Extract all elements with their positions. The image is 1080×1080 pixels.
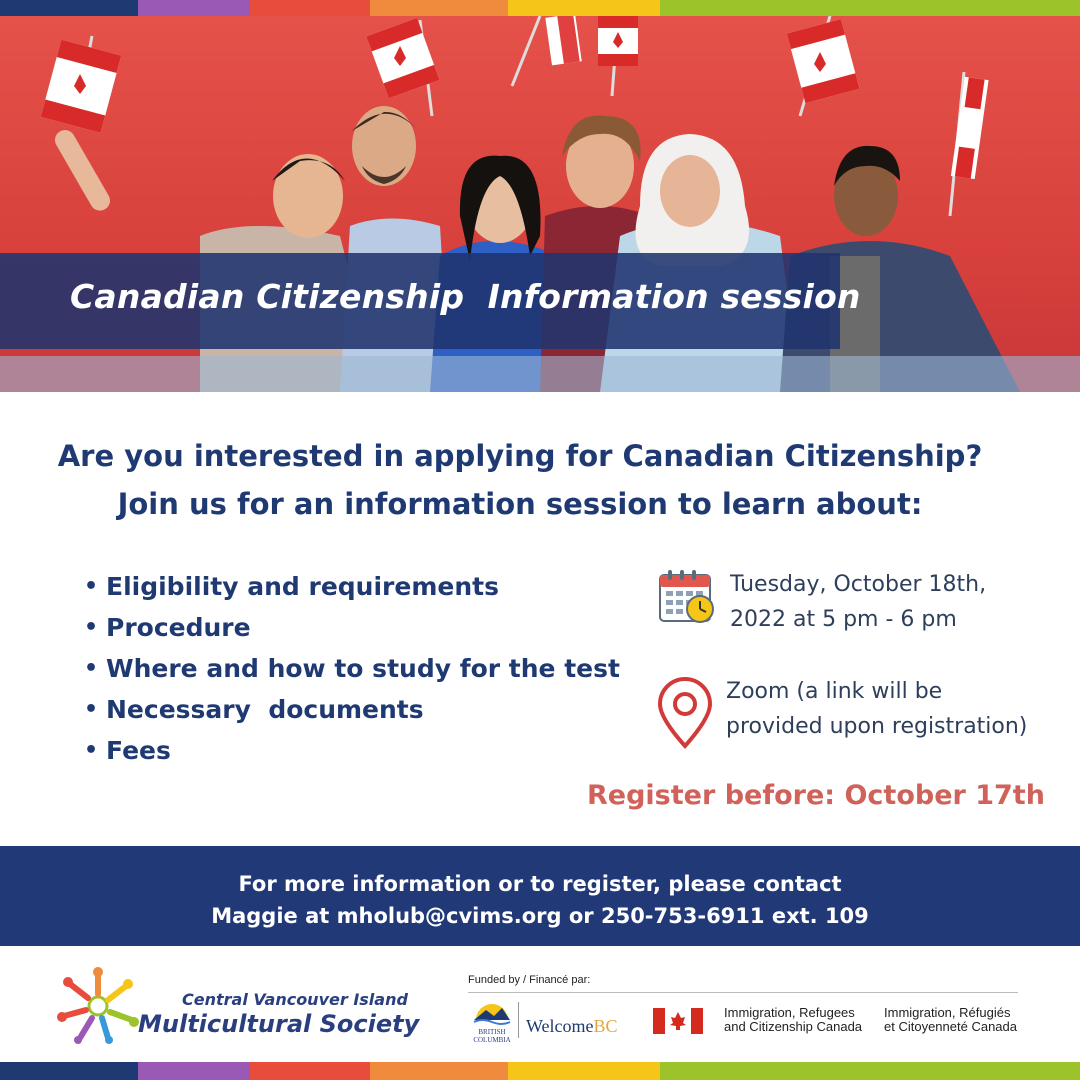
intro-headline: [0, 432, 1040, 528]
bc-line-2: COLUMBIA: [473, 1036, 511, 1044]
bc-separator: [518, 1002, 519, 1038]
ircc-french: [884, 1006, 1017, 1034]
stripe-yellow: [508, 0, 660, 16]
register-deadline: Register before: October 17th: [587, 780, 1045, 811]
canada-flag-icon: [653, 1008, 703, 1034]
org-name: [138, 988, 419, 1036]
topic-list: [84, 566, 620, 771]
event-location-line-1: Zoom (a link will be: [726, 679, 943, 704]
headline-line-2: Join us for an information session to learn about:: [117, 487, 923, 521]
event-location: [726, 674, 1056, 744]
stripe-orange: [370, 1062, 508, 1080]
stripe-green: [660, 1062, 1080, 1080]
list-item: • Where and how to study for the test: [84, 648, 620, 689]
page-title: Canadian Citizenship Information session: [70, 277, 861, 316]
stripe-yellow: [508, 1062, 660, 1080]
title-banner: [0, 253, 861, 349]
ircc-en-line-1: Immigration, Refugees: [724, 1005, 855, 1020]
footer: [0, 946, 1080, 1062]
bc-line-1: BRITISH: [478, 1028, 506, 1036]
stripe-orange: [370, 0, 508, 16]
british-columbia-logo-icon: [472, 998, 512, 1028]
bottom-color-stripe: [0, 1062, 1080, 1080]
ircc-fr-line-2: et Citoyenneté Canada: [884, 1019, 1017, 1034]
contact-line-2: Maggie at mholub@cvims.org or 250-753-6911 ext. 109: [211, 904, 869, 928]
list-item: • Fees: [84, 730, 620, 771]
map-pin-icon: [656, 676, 714, 750]
ircc-en-line-2: and Citizenship Canada: [724, 1019, 863, 1034]
contact-band: [0, 846, 1080, 946]
stripe-green: [660, 0, 1080, 16]
welcome-bc-text: BC: [593, 1016, 618, 1036]
event-location-line-2: provided upon registration): [726, 714, 1028, 739]
event-date-line-2: 2022 at 5 pm - 6 pm: [730, 607, 957, 632]
cvims-logo-icon: [56, 966, 140, 1044]
bc-wordmark: [470, 1028, 514, 1044]
list-item: • Procedure: [84, 607, 620, 648]
stripe-navy: [0, 0, 138, 16]
ircc-english: [724, 1006, 862, 1034]
top-color-stripe: [0, 0, 1080, 16]
stripe-purple: [138, 1062, 250, 1080]
org-name-line-1: Central Vancouver Island: [182, 990, 408, 1009]
stripe-red: [250, 0, 370, 16]
list-item: • Necessary documents: [84, 689, 620, 730]
canadian-flag-icon: [41, 36, 122, 133]
calendar-clock-icon: [658, 569, 716, 625]
funded-divider: [468, 992, 1018, 993]
ircc-fr-line-1: Immigration, Réfugiés: [884, 1005, 1011, 1020]
stripe-purple: [138, 0, 250, 16]
contact-line-1: For more information or to register, please contact: [238, 872, 842, 896]
event-date: [730, 567, 1050, 637]
stripe-navy: [0, 1062, 138, 1080]
event-date-line-1: Tuesday, October 18th,: [730, 572, 987, 597]
welcome-text: Welcome: [526, 1016, 594, 1036]
org-name-line-2: Multicultural Society: [138, 1010, 420, 1038]
funded-by-label: Funded by / Financé par:: [468, 974, 591, 986]
stripe-red: [250, 1062, 370, 1080]
list-item: • Eligibility and requirements: [84, 566, 620, 607]
welcomebc-logo: [526, 1016, 618, 1037]
headline-line-1: Are you interested in applying for Canadian Citizenship?: [57, 439, 983, 473]
